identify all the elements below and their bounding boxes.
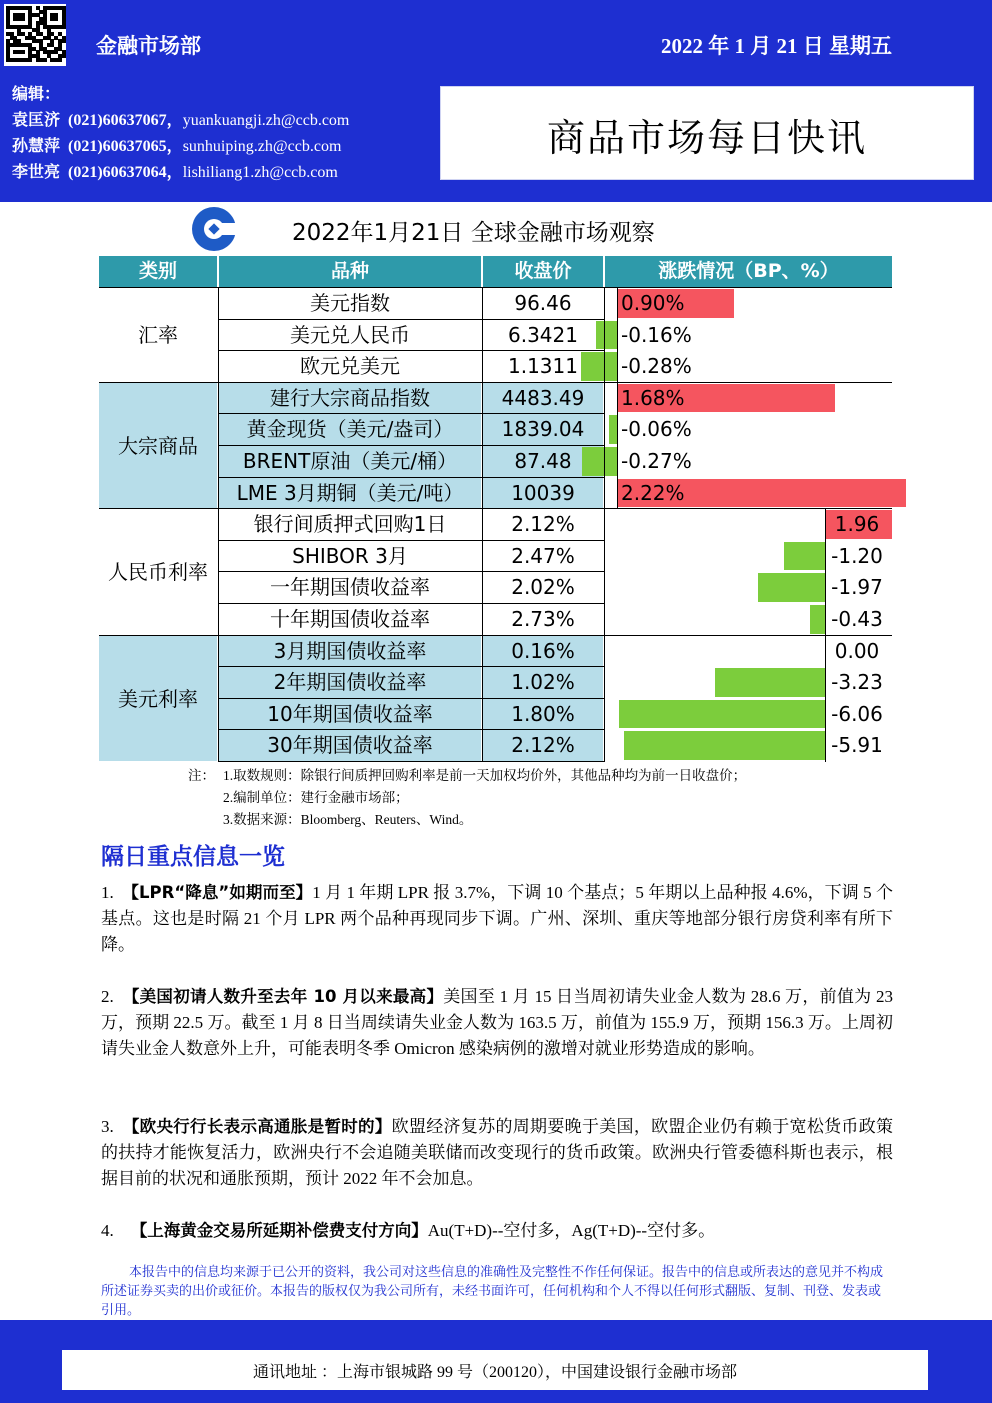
- column-divider: [604, 288, 605, 762]
- note-line: 3.数据来源：Bloomberg、Reuters、Wind。: [223, 812, 473, 827]
- column-divider: [218, 288, 219, 762]
- report-date: 2022 年 1 月 21 日 星期五: [661, 34, 892, 58]
- change-bar-down: [784, 542, 825, 571]
- item-cell: 银行间质押式回购1日: [253, 512, 447, 537]
- zero-axis: [617, 288, 618, 509]
- item-cell: 美元指数: [310, 291, 390, 315]
- item-cell: 十年期国债收益率: [270, 607, 430, 631]
- change-label: -6.06: [831, 701, 883, 726]
- close-cell: 6.3421: [508, 322, 578, 347]
- item-cell: 2年期国债收益率: [219, 667, 481, 698]
- change-label: -1.20: [831, 543, 883, 568]
- item-cell: LME 3月期铜（美元/吨）: [219, 478, 481, 509]
- change-bar-down: [596, 321, 617, 350]
- item-cell: 一年期国债收益率: [270, 575, 430, 600]
- notes-label: 注：: [188, 768, 215, 783]
- change-bar-down: [609, 415, 617, 444]
- item-cell: 30年期国债收益率: [219, 730, 481, 761]
- item-cell: 黄金现货（美元/盎司）: [219, 414, 481, 445]
- category-cell: 人民币利率: [108, 560, 208, 585]
- close-cell: 1.1311: [508, 354, 578, 379]
- report-title-box: [440, 86, 974, 180]
- editor-line: 袁匡济 (021)60637067，yuankuangji.zh@ccb.com: [12, 112, 350, 129]
- header-change: 涨跌情况（BP、%）: [605, 256, 892, 287]
- editor-line: 李世亮 (021)60637064，lishiliang1.zh@ccb.com: [12, 164, 338, 181]
- change-label: -0.06%: [621, 417, 692, 442]
- ccb-logo-icon: [190, 206, 238, 252]
- contact-address: 通讯地址 ：上海市银城路 99 号（200120），中国建设银行金融市场部: [252, 1364, 737, 1381]
- close-cell: 2.12%: [483, 730, 603, 761]
- disclaimer: 本报告中的信息均来源于已公开的资料，我公司对这些信息的准确性及完整性不作任何保证。报告中的信息或所表达的意见并不构成所述证券买卖的出价或征价。本报告的版权仅为我公司所有，未经书面许可，任何机构和个人不得以任何形式翻版、复制、刊登、发表或引用。: [101, 1264, 884, 1317]
- close-cell: 96.46: [514, 291, 572, 315]
- change-bar-down: [619, 700, 825, 729]
- item-cell: SHIBOR 3月: [292, 543, 408, 568]
- close-cell: 1839.04: [483, 414, 603, 445]
- close-cell: 2.47%: [511, 543, 575, 568]
- category-cell: 汇率: [138, 323, 178, 347]
- news-item: 3. 【欧央行行长表示高通胀是暂时的】欧盟经济复苏的周期要晚于美国，欧盟企业仍有赖于宽松货币政策的扶持才能恢复活力，欧洲央行不会追随美联储而改变现行的货币政策。欧洲央行管委德科斯也表示，根据目前的状况和通胀预期，预计 2022 年不会加息。: [101, 1117, 894, 1188]
- note-line: 2.编制单位：建行金融市场部；: [223, 790, 409, 805]
- close-cell: 2.02%: [511, 575, 575, 600]
- change-label: 0.90%: [621, 291, 685, 315]
- news-item: 2. 【美国初请人数升至去年 10 月以来最高】美国至 1 月 15 日当周初请失业金人数为 28.6 万，前值为 23 万，预期 22.5 万。截至 1 月 8 日当周续请失业金人数为 163.5 万，前值为 155.9 万，预期 156.3 万。上周初请失业金人数意外上升，可能表明冬季 Omicron 感染病例的激增对就业形势造成的影响。: [101, 987, 894, 1058]
- editor-line: 孙慧萍 (021)60637065，sunhuiping.zh@ccb.com: [12, 138, 342, 155]
- change-label: -0.28%: [621, 354, 692, 379]
- change-label: -5.91: [831, 733, 883, 758]
- change-label: -3.23: [831, 670, 883, 695]
- change-bar-down: [758, 573, 825, 602]
- news-item: 4. 【上海黄金交易所延期补偿费支付方向】Au(T+D)--空付多，Ag(T+D)--空付多。: [101, 1221, 716, 1240]
- close-cell: 4483.49: [483, 383, 603, 414]
- header-close: 收盘价: [483, 256, 603, 287]
- news-heading: 隔日重点信息一览: [101, 844, 285, 870]
- close-cell: 2.73%: [511, 607, 575, 631]
- change-bar-down: [581, 352, 617, 381]
- change-label: 0.00: [834, 638, 880, 663]
- change-bar-down: [582, 447, 617, 476]
- change-label: -0.27%: [621, 449, 692, 473]
- item-cell: 美元兑人民币: [290, 322, 410, 347]
- category-cell: 大宗商品: [99, 383, 217, 508]
- qr-code-icon: [4, 4, 66, 66]
- change-bar-down: [810, 605, 825, 634]
- close-cell: 1.02%: [483, 667, 603, 698]
- table-title: 2022年1月21日 全球金融市场观察: [292, 220, 655, 246]
- note-line: 1.取数规则：除银行间质押回购利率是前一天加权均价外，其他品种均为前一日收盘价；: [223, 768, 747, 783]
- change-bar-down: [624, 731, 825, 760]
- column-divider: [482, 288, 483, 762]
- item-cell: 欧元兑美元: [300, 354, 400, 379]
- item-cell: 10年期国债收益率: [219, 699, 481, 730]
- change-label: -0.16%: [621, 322, 692, 347]
- item-cell: BRENT原油（美元/桶）: [219, 446, 481, 477]
- header-item: 品种: [219, 256, 481, 287]
- zero-axis: [825, 509, 826, 762]
- close-cell: 1.80%: [483, 699, 603, 730]
- close-cell: 10039: [483, 478, 603, 509]
- change-label: 2.22%: [621, 480, 685, 505]
- news-item: 1. 【LPR“降息”如期而至】1 月 1 年期 LPR 报 3.7%，下调 10 个基点；5 年期以上品种报 4.6%，下调 5 个基点。这也是时隔 21 个月 LPR 两个品种再现同步下调。广州、深圳、重庆等地部分银行房贷利率有所下降。: [101, 883, 893, 954]
- change-label: 1.68%: [621, 385, 685, 410]
- row-divider: [219, 761, 605, 762]
- item-cell: 3月期国债收益率: [219, 636, 481, 667]
- editors-label: 编辑：: [12, 86, 61, 103]
- report-title: 商品市场每日快讯: [546, 116, 867, 160]
- category-cell: 美元利率: [99, 636, 217, 761]
- address-box: [62, 1350, 928, 1390]
- close-cell: 0.16%: [483, 636, 603, 667]
- item-cell: 建行大宗商品指数: [219, 383, 481, 414]
- change-bar-down: [715, 668, 825, 697]
- close-cell: 2.12%: [511, 512, 575, 537]
- change-label: -1.97: [831, 575, 883, 600]
- change-label: 1.96: [834, 512, 880, 537]
- close-cell: 87.48: [483, 446, 603, 477]
- change-label: -0.43: [831, 607, 883, 631]
- editors-block: [12, 82, 349, 186]
- header-category: 类别: [99, 256, 217, 287]
- department-name: 金融市场部: [96, 34, 201, 58]
